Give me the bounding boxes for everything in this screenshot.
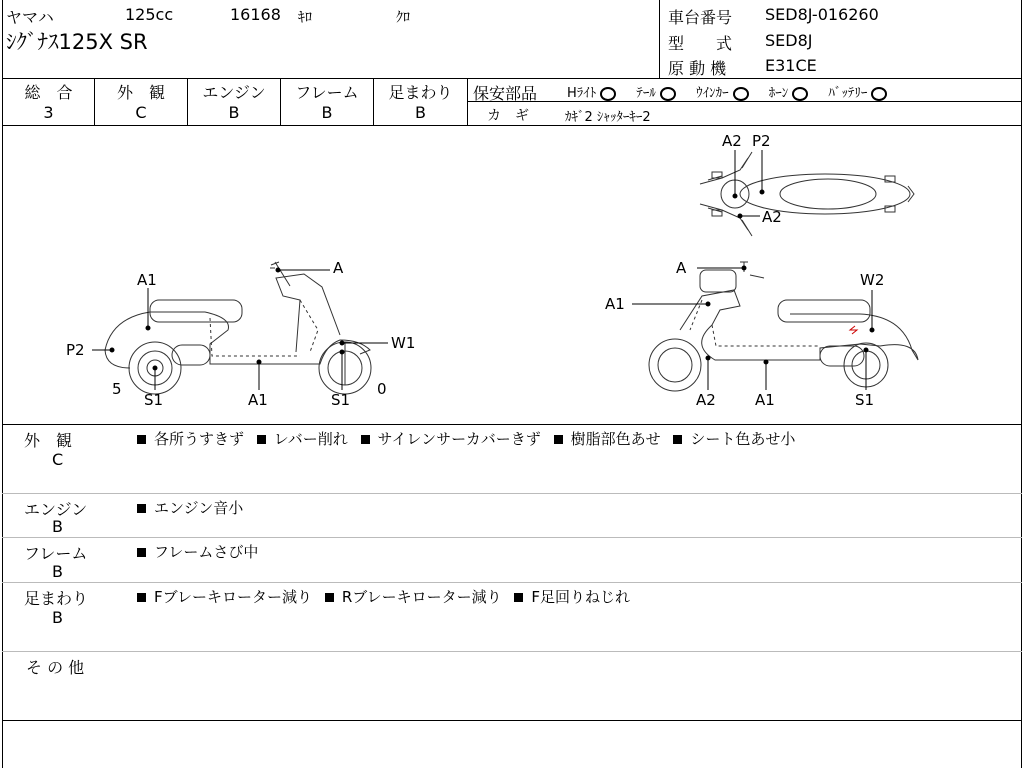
label-right-A1: A1 [605, 295, 625, 313]
maker: ヤマハ [6, 8, 54, 27]
chassis-label: 車台番号 [668, 8, 733, 27]
label-top-A2: A2 [722, 132, 742, 150]
grade-suspension-value: B [415, 103, 426, 122]
type-value: SED8J [765, 31, 813, 50]
scooter-top-view-drawing [700, 152, 914, 236]
grade-exterior-value: C [135, 103, 147, 122]
color: ｸﾛ [396, 10, 410, 26]
grade-engine-label: エンジン [202, 83, 266, 102]
grade-frame-value: B [321, 103, 333, 122]
grade-total-label: 総 合 [24, 83, 73, 102]
remark-engine-grade: B [52, 517, 63, 536]
key-value: ｶｷﾞ2 ｼｬｯﾀｰｷｰ2 [565, 110, 651, 125]
remark-suspension-grade: B [52, 608, 63, 627]
note: サイレンサーカバーきず [377, 430, 541, 448]
label-left-A1: A1 [137, 271, 157, 289]
label-left-0: 0 [377, 380, 387, 398]
note: 樹脂部色あせ [570, 430, 661, 448]
model-name: ｼｸﾞﾅｽ125X SR [6, 30, 148, 54]
label-top-P2: P2 [752, 132, 771, 150]
label-left-A1-bottom: A1 [248, 391, 268, 409]
displacement: 125cc [125, 5, 174, 24]
remark-exterior-grade: C [52, 450, 64, 469]
safety-item-battery: ﾊﾞｯﾃﾘｰ [828, 86, 868, 101]
bullet-square-icon [673, 435, 682, 444]
note: Rブレーキローター減り [341, 588, 502, 606]
remark-frame-notes [137, 541, 258, 562]
bullet-square-icon [361, 435, 370, 444]
bullet-square-icon [257, 435, 266, 444]
remark-frame-label: フレーム [24, 544, 88, 563]
remark-suspension-label: 足まわり [24, 589, 89, 608]
bullet-square-icon [554, 435, 563, 444]
key-label: カ ギ [487, 108, 529, 124]
safety-item-headlight: Hﾗｲﾄ [567, 86, 597, 101]
note: フレームさび中 [154, 543, 259, 561]
label-right-A: A [676, 259, 687, 277]
bullet-square-icon [137, 435, 146, 444]
grade-frame-label: フレーム [295, 83, 359, 102]
label-left-A: A [333, 259, 344, 277]
label-left-P2: P2 [66, 341, 85, 359]
label-left-S1: S1 [144, 391, 164, 409]
engine-model-label: 原 動 機 [668, 59, 727, 78]
mileage: 16168 [230, 5, 281, 24]
label-right-S1: S1 [855, 391, 875, 409]
safety-label: 保安部品 [473, 84, 538, 103]
label-left-W1: W1 [391, 334, 416, 352]
remark-engine-notes [137, 497, 243, 518]
label-right-A2: A2 [696, 391, 716, 409]
chassis-value: SED8J-016260 [765, 5, 879, 24]
bullet-square-icon [137, 593, 146, 602]
remark-frame-grade: B [52, 562, 63, 581]
grade-engine-value: B [228, 103, 240, 122]
safety-item-winker: ｳｲﾝｶｰ [696, 86, 729, 101]
remark-exterior-notes [137, 428, 795, 449]
mileage-unit: ｷﾛ [298, 10, 312, 26]
bullet-square-icon [325, 593, 334, 602]
safety-item-horn: ﾎｰﾝ [768, 86, 789, 101]
remark-exterior-label: 外 観 [24, 431, 73, 450]
grade-total-value: 3 [43, 103, 54, 122]
remark-engine-label: エンジン [24, 500, 88, 519]
label-left-5: 5 [112, 380, 122, 398]
label-right-W2: W2 [860, 271, 885, 289]
label-left-S1-right: S1 [331, 391, 351, 409]
remark-suspension-notes [137, 586, 630, 607]
label-right-A1-bottom: A1 [755, 391, 775, 409]
remark-other-label: そ の 他 [26, 658, 85, 677]
bullet-square-icon [514, 593, 523, 602]
bullet-square-icon [137, 548, 146, 557]
type-label: 型 式 [668, 34, 733, 53]
bullet-square-icon [137, 504, 146, 513]
note: エンジン音小 [154, 499, 244, 517]
safety-item-tail: ﾃｰﾙ [636, 86, 656, 101]
label-top-A2-lower: A2 [762, 208, 782, 226]
note: シート色あせ小 [690, 430, 796, 448]
note: F足回りねじれ [531, 588, 631, 606]
grade-exterior-label: 外 観 [116, 83, 165, 102]
note: Fブレーキローター減り [154, 588, 313, 606]
note: 各所うすきず [154, 430, 245, 448]
grade-suspension-label: 足まわり [388, 83, 453, 102]
engine-model-value: E31CE [765, 56, 817, 75]
note: レバー削れ [273, 430, 348, 448]
